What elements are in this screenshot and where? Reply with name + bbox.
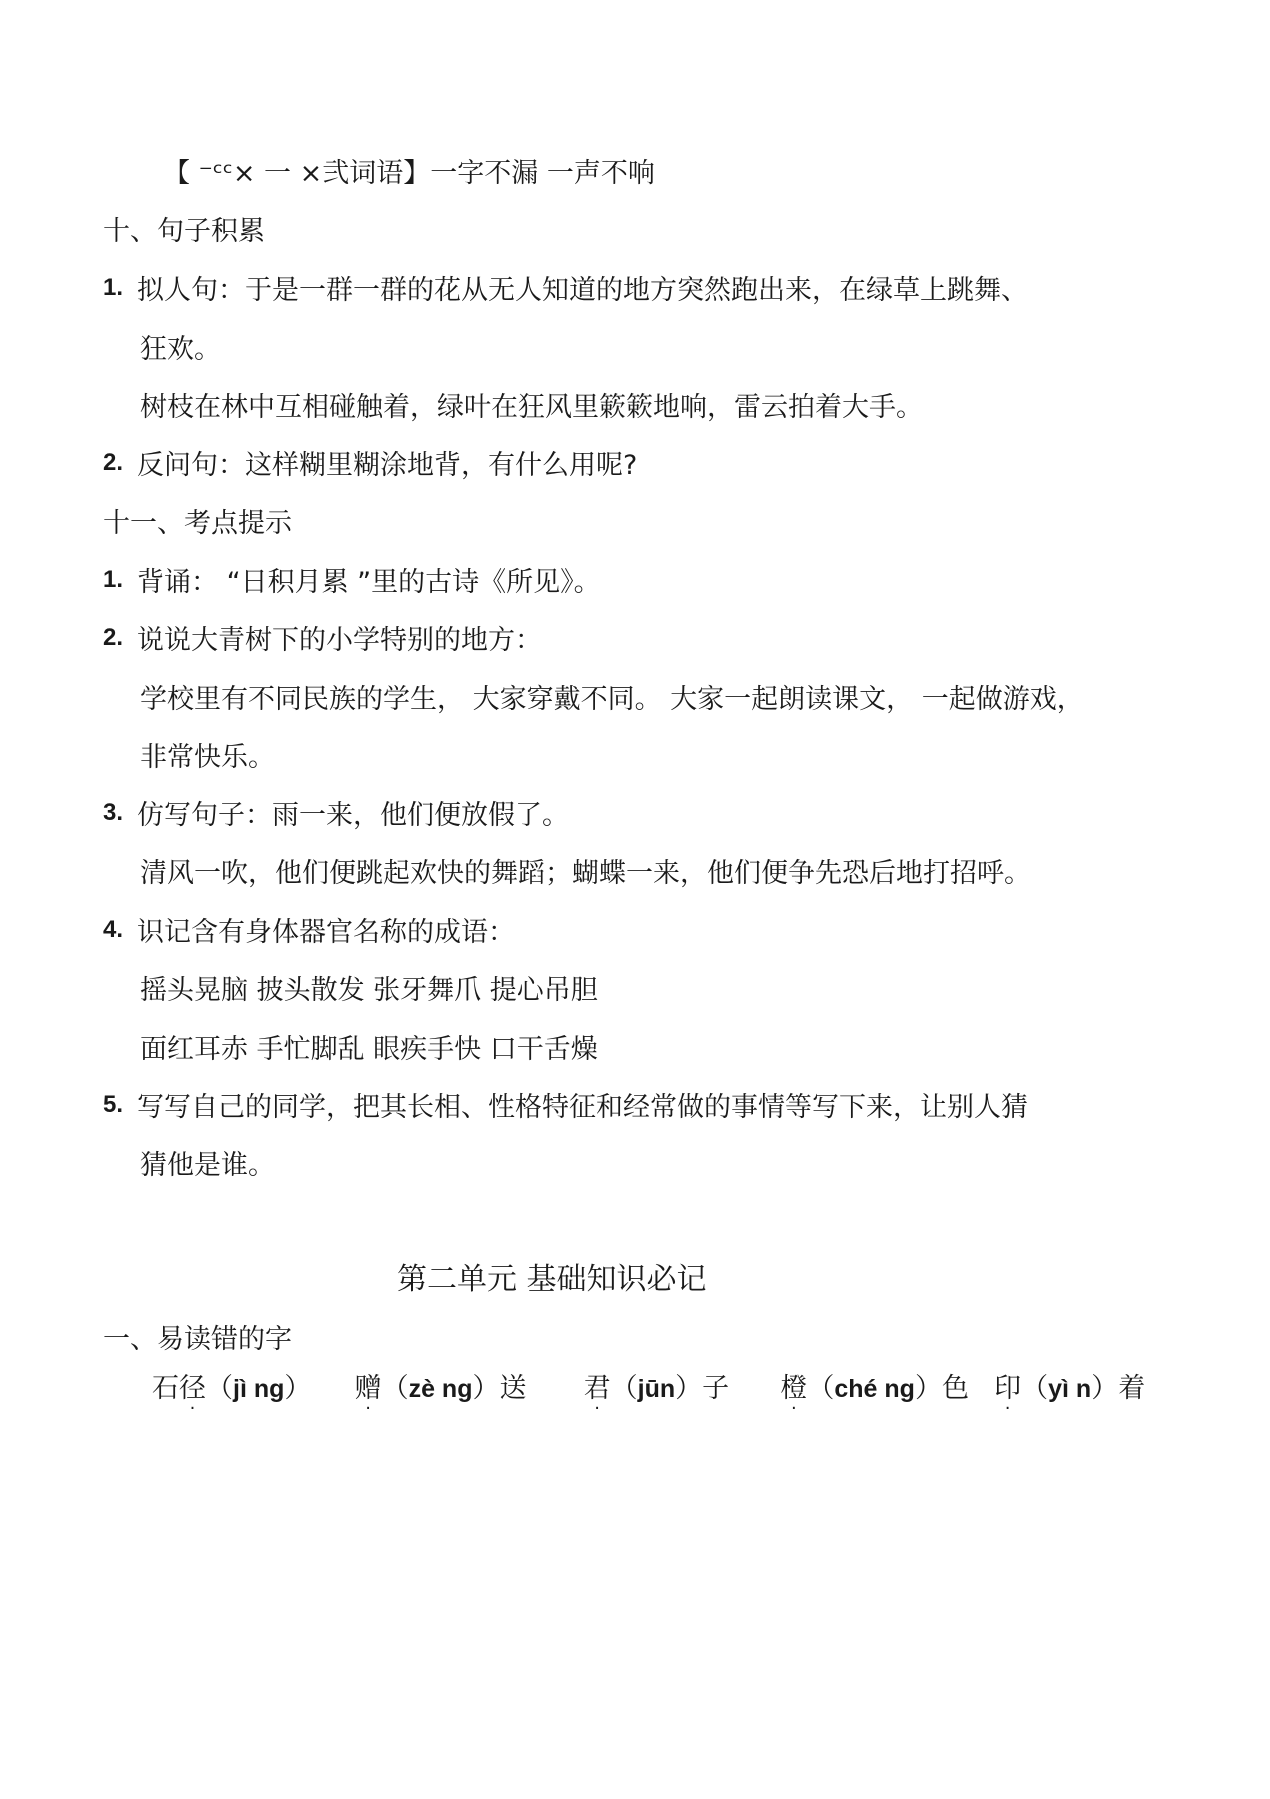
pinyin-word: 赠（zè ng）送	[354, 1373, 527, 1404]
sentence-item-1-example: 树枝在林中互相碰触着，绿叶在狂风里簌簌地响，雷云拍着大手。	[140, 392, 923, 423]
tip-item-2-answer-cont: 非常快乐。	[140, 742, 275, 773]
item-number: 3.	[103, 799, 124, 826]
item-text: 仿写句子：雨一来，他们便放假了。	[137, 800, 569, 831]
item-text: 反问句：这样糊里糊涂地背，有什么用呢?	[137, 450, 638, 481]
pinyin-word: 印（yì n）着	[994, 1373, 1146, 1404]
tip-item-1	[103, 566, 601, 598]
tip-item-2	[103, 624, 542, 656]
tip-item-4	[103, 916, 515, 948]
sentence-item-1-cont: 狂欢。	[140, 334, 221, 365]
item-text: 背诵： “日积月累 ”里的古诗《所见》。	[137, 567, 601, 598]
item-number: 1.	[103, 566, 124, 593]
item-text: 识记含有身体器官名称的成语：	[137, 917, 515, 948]
sentence-item-2	[103, 449, 638, 481]
unit-2-title: 第二单元 基础知识必记	[397, 1262, 707, 1297]
item-text: 拟人句：于是一群一群的花从无人知道的地方突然跑出来，在绿草上跳舞、	[137, 275, 1028, 306]
pinyin-row	[152, 1375, 1145, 1402]
item-number: 1.	[103, 274, 124, 301]
top-line: 【 ⁻ᶜᶜ× 一 ×弐词语】一字不漏 一声不响	[163, 158, 655, 189]
item-number: 5.	[103, 1091, 124, 1118]
section-11-heading: 十一、考点提示	[103, 508, 292, 539]
sentence-item-1	[103, 274, 1028, 306]
tip-item-5	[103, 1091, 1028, 1123]
item-number: 2.	[103, 449, 124, 476]
idiom-row-1: 摇头晃脑 披头散发 张牙舞爪 提心吊胆	[140, 975, 598, 1006]
item-text: 说说大青树下的小学特别的地方：	[137, 625, 542, 656]
tip-item-5-cont: 猜他是谁。	[140, 1150, 275, 1181]
tip-item-3-answer: 清风一吹，他们便跳起欢快的舞蹈；蝴蝶一来，他们便争先恐后地打招呼。	[140, 858, 1031, 889]
pinyin-word: 橙（ché ng）色	[780, 1373, 969, 1404]
pinyin-word: 石径（jì ng）	[152, 1373, 312, 1404]
pinyin-word: 君（jūn）子	[583, 1373, 730, 1404]
section-10-heading: 十、句子积累	[103, 216, 265, 247]
item-number: 4.	[103, 916, 124, 943]
section-1-heading: 一、易读错的字	[103, 1324, 292, 1355]
item-text: 写写自己的同学，把其长相、性格特征和经常做的事情等写下来，让别人猜	[137, 1092, 1028, 1123]
idiom-row-2: 面红耳赤 手忙脚乱 眼疾手快 口干舌燥	[140, 1034, 598, 1065]
tip-item-3	[103, 799, 569, 831]
tip-item-2-answer: 学校里有不同民族的学生， 大家穿戴不同。 大家一起朗读课文， 一起做游戏，	[140, 684, 1084, 715]
item-number: 2.	[103, 624, 124, 651]
